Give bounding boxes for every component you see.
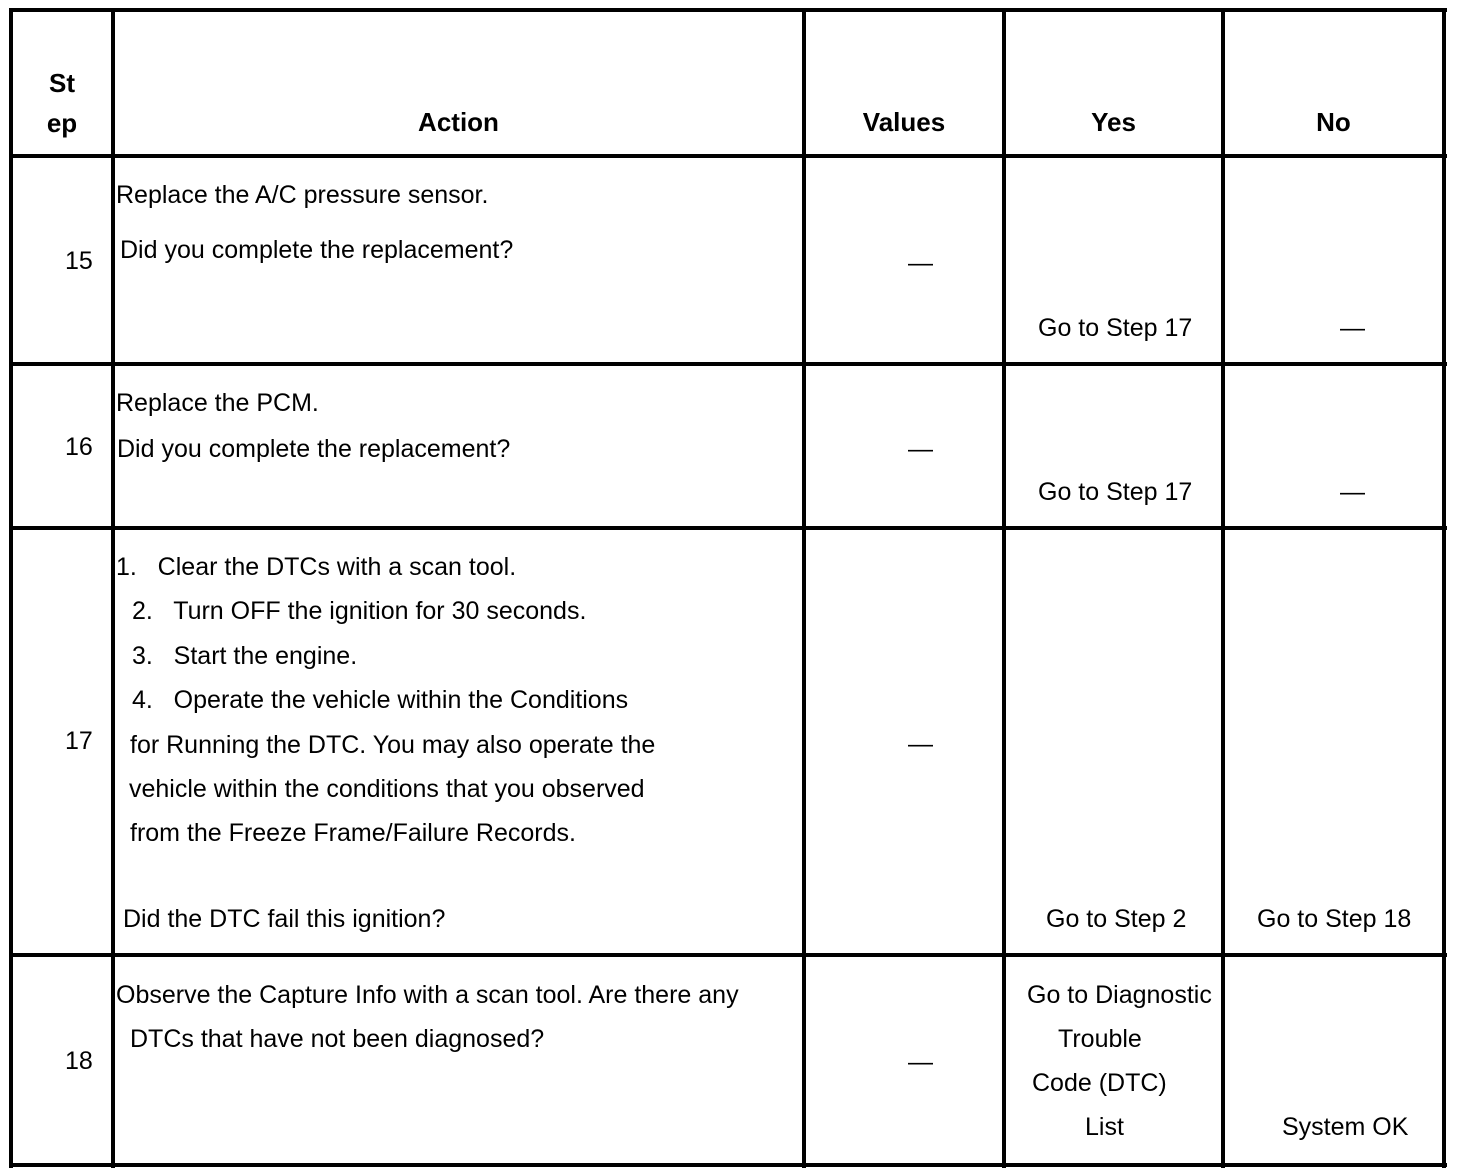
action-step-4: 4. Operate the vehicle within the Conditions [132,686,629,714]
action-text: Replace the PCM. [116,389,319,417]
col-divider-step [111,8,115,1168]
col-divider-action [802,8,806,1168]
row-divider-17 [9,953,1447,957]
yes-action-clip [1006,980,1221,1012]
action-text: Replace the A/C pressure sensor. [116,181,489,209]
table-border-bottom [9,1163,1447,1167]
action-step-4-cont-3: from the Freeze Frame/Failure Records. [130,819,576,847]
action-step-4-cont-1: for Running the DTC. You may also operate the [130,731,656,759]
no-action: System OK [1282,1113,1409,1141]
action-text-clip [116,980,802,1012]
col-divider-yes [1221,8,1225,1168]
action-question: Did you complete the replacement? [120,236,514,264]
row-divider-16 [9,526,1447,530]
values-dash: — [908,249,933,277]
values-dash: — [908,730,933,758]
table-border-right [1442,8,1446,1168]
yes-action-line-2: Trouble [1058,1025,1142,1053]
header-step-line1: St [49,68,75,98]
step-number: 18 [65,1047,93,1075]
table-border-top [9,8,1447,12]
row-divider-15 [9,362,1447,366]
action-question: Did you complete the replacement? [117,435,511,463]
no-action: Go to Step 18 [1257,905,1412,933]
yes-action: Go to Step 2 [1046,905,1187,933]
yes-action-line-4: List [1085,1113,1124,1141]
step-number: 16 [65,433,93,461]
header-action: Action [418,107,499,137]
no-dash: — [1340,478,1365,506]
yes-action: Go to Step 17 [1038,314,1193,342]
action-step-4-cont-2: vehicle within the conditions that you observed [129,775,645,803]
action-step-3: 3. Start the engine. [132,642,358,670]
header-no: No [1316,107,1351,137]
header-step [13,63,111,143]
no-dash: — [1340,314,1365,342]
action-question: Did the DTC fail this ignition? [123,905,446,933]
yes-action: Go to Step 17 [1038,478,1193,506]
step-number: 17 [65,727,93,755]
action-step-2: 2. Turn OFF the ignition for 30 seconds. [132,597,587,625]
yes-action-line-3: Code (DTC) [1032,1069,1167,1097]
action-step-1: 1. Clear the DTCs with a scan tool. [116,553,517,581]
values-dash: — [908,1048,933,1076]
yes-action-line-1: Go to Diagnostic [1027,981,1212,1009]
action-text: Observe the Capture Info with a scan tool. Are there any [116,981,739,1009]
table-border-left [9,8,13,1168]
values-dash: — [908,435,933,463]
header-divider [9,154,1447,158]
action-text-cont: DTCs that have not been diagnosed? [130,1025,545,1053]
header-yes: Yes [1091,107,1136,137]
header-step-line2: ep [46,108,78,138]
step-number: 15 [65,247,93,275]
header-values: Values [862,107,946,137]
